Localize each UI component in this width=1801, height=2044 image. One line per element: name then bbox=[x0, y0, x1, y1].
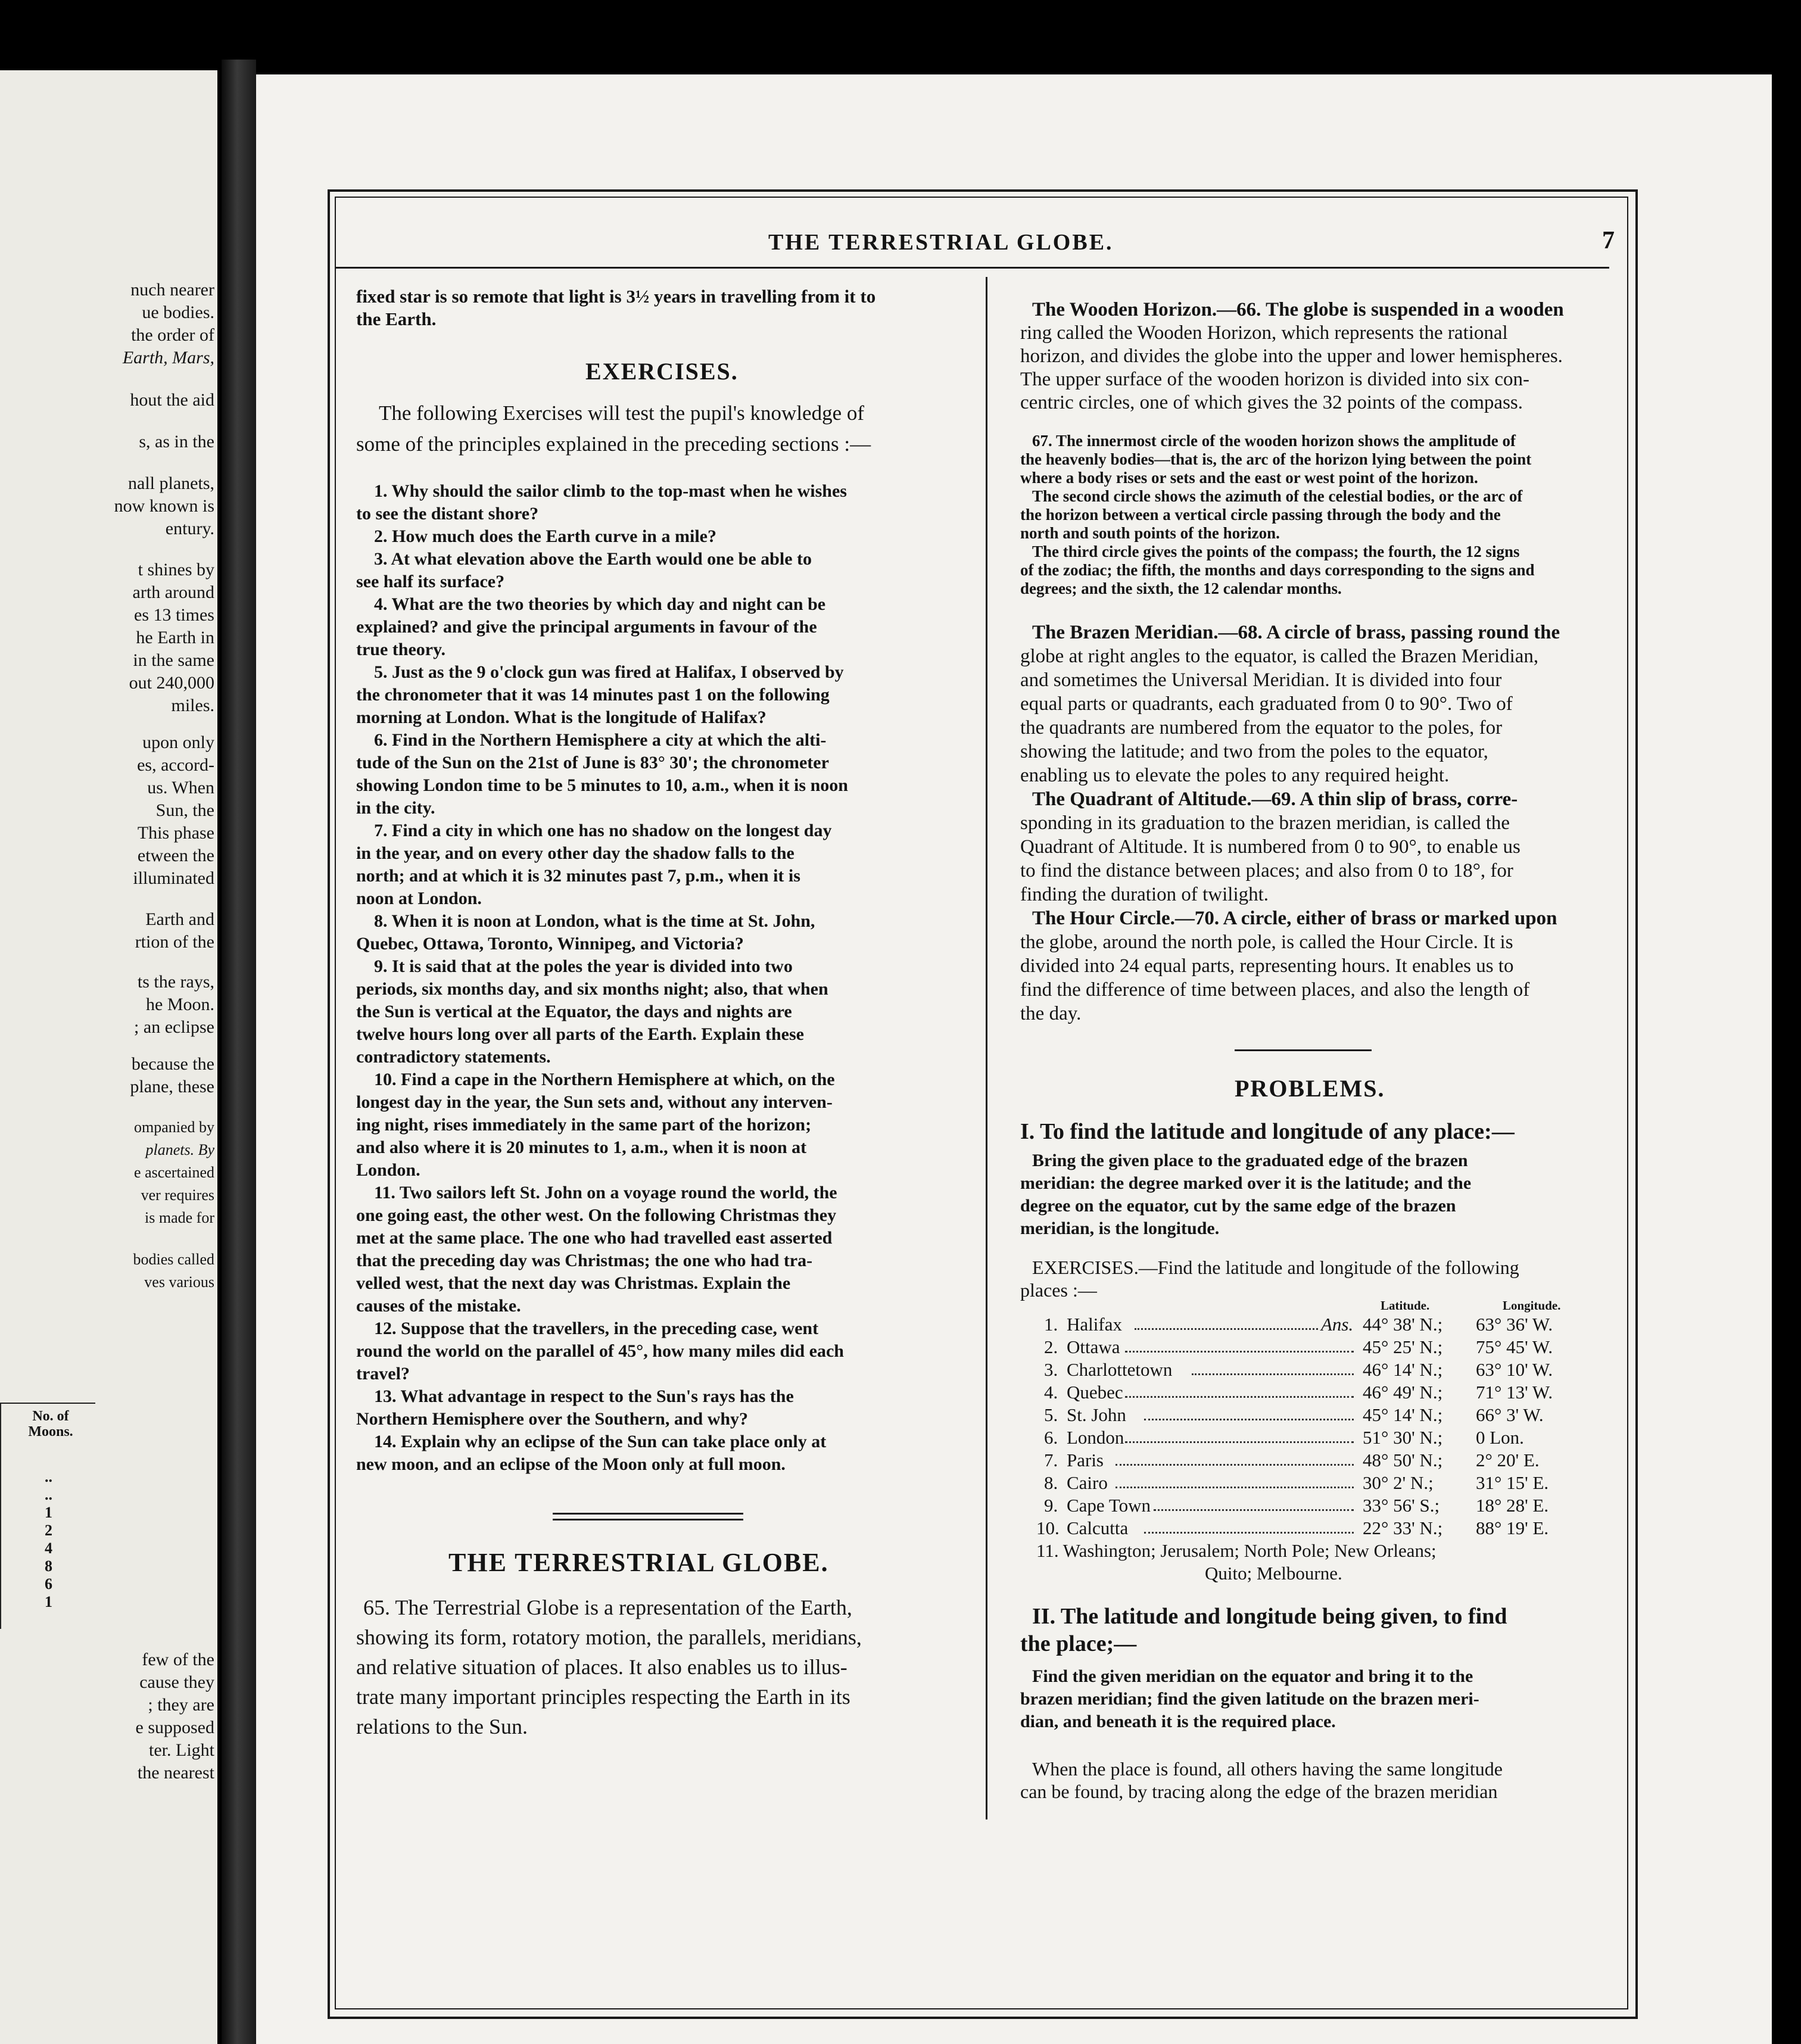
facing-page-line: the order of bbox=[131, 325, 214, 345]
meridian-paragraph-line: showing the latitude; and two from the poles to the equator, bbox=[1020, 741, 1488, 762]
longitude-value: 88° 19' E. bbox=[1476, 1518, 1549, 1538]
latitude-value: 45° 14' N.; bbox=[1363, 1404, 1443, 1425]
place-name: London bbox=[1067, 1427, 1124, 1448]
moons-table-header: No. of Moons. bbox=[28, 1409, 73, 1439]
exercise-line: longest day in the year, the Sun sets and, without any interven- bbox=[356, 1092, 833, 1112]
answer-label: Ans. bbox=[1321, 1314, 1354, 1335]
facing-page-line: hout the aid bbox=[130, 390, 214, 410]
exercise-line: 10. Find a cape in the Northern Hemisphere at which, on the bbox=[374, 1070, 835, 1089]
facing-page-line: upon only bbox=[142, 733, 214, 752]
section-rule bbox=[1235, 1049, 1372, 1051]
exercise-line: true theory. bbox=[356, 640, 445, 659]
longitude-value: 2° 20' E. bbox=[1476, 1450, 1540, 1470]
latitude-value: 33° 56' S.; bbox=[1363, 1495, 1440, 1516]
moons-table-cell: 2 bbox=[45, 1522, 52, 1539]
facing-page-line: ; an eclipse bbox=[134, 1017, 214, 1037]
exercise-line: ing night, rises immediately in the same part of the horizon; bbox=[356, 1115, 812, 1135]
exercise-line: morning at London. What is the longitude of Halifax? bbox=[356, 708, 766, 727]
facing-page-line: Earth and bbox=[145, 909, 214, 929]
leader-dots bbox=[1192, 1373, 1354, 1375]
book-spine bbox=[222, 60, 256, 2044]
place-number: 2. bbox=[1044, 1336, 1058, 1357]
facing-page-line: illuminated bbox=[133, 868, 214, 888]
moons-table-cell: .. bbox=[45, 1468, 52, 1485]
meridian-paragraph-line: The Hour Circle.—70. A circle, either of brass or marked upon bbox=[1032, 908, 1557, 929]
column-divider bbox=[986, 277, 987, 1819]
table-row bbox=[1020, 1404, 1616, 1427]
facing-page-line: etween the bbox=[137, 846, 214, 865]
place-number: 4. bbox=[1044, 1382, 1058, 1403]
problem-2-title: the place;— bbox=[1020, 1631, 1137, 1656]
facing-page-line: ts the rays, bbox=[137, 972, 214, 992]
longitude-value: 0 Lon. bbox=[1476, 1427, 1524, 1448]
facing-page-line: the nearest bbox=[137, 1763, 214, 1783]
exercise-line: round the world on the parallel of 45°, how many miles did each bbox=[356, 1341, 844, 1361]
globe-paragraph-line: and relative situation of places. It also enables us to illus- bbox=[356, 1655, 847, 1679]
longitude-value: 75° 45' W. bbox=[1476, 1336, 1553, 1357]
page-number: 7 bbox=[1602, 227, 1615, 254]
problem-1-title: I. To find the latitude and longitude of any place:— bbox=[1020, 1119, 1515, 1144]
exercise-line: 11. Two sailors left St. John on a voyage round the world, the bbox=[374, 1183, 837, 1202]
meridian-paragraph-line: the day. bbox=[1020, 1003, 1082, 1024]
exercise-line: 5. Just as the 9 o'clock gun was fired at Halifax, I observed by bbox=[374, 662, 844, 682]
facing-page-line: This phase bbox=[137, 823, 214, 843]
exercise-line: showing London time to be 5 minutes to 10, a.m., when it is noon bbox=[356, 775, 848, 795]
facing-page-line: plane, these bbox=[130, 1077, 214, 1096]
problem-2-rule-line: dian, and beneath it is the required place. bbox=[1020, 1712, 1336, 1731]
exercise-line: 3. At what elevation above the Earth would one be able to bbox=[374, 549, 812, 569]
meridian-paragraph-line: the quadrants are numbered from the equator to the poles, for bbox=[1020, 717, 1503, 739]
table-row bbox=[1020, 1450, 1616, 1472]
facing-page-line: e supposed bbox=[135, 1718, 214, 1737]
exercise-line: causes of the mistake. bbox=[356, 1296, 521, 1316]
problem-1-exercises-line: EXERCISES.—Find the latitude and longitude of the following bbox=[1032, 1257, 1519, 1278]
exercise-line: 12. Suppose that the travellers, in the preceding case, went bbox=[374, 1319, 819, 1338]
wooden-horizon-line: The upper surface of the wooden horizon is divided into six con- bbox=[1020, 369, 1530, 390]
horizon-circles-note: the horizon between a vertical circle passing through the body and the bbox=[1020, 506, 1501, 524]
facing-page-line: e ascertained bbox=[134, 1164, 214, 1181]
moons-table-cell: 1 bbox=[45, 1504, 52, 1521]
facing-page-line: ter. Light bbox=[149, 1740, 214, 1760]
exercises-intro-line: some of the principles explained in the preceding sections :— bbox=[356, 432, 871, 456]
facing-page-line: bodies called bbox=[133, 1251, 214, 1268]
exercise-line: 9. It is said that at the poles the year is divided into two bbox=[374, 956, 793, 976]
problem-2-title: II. The latitude and longitude being given, to find bbox=[1032, 1604, 1507, 1629]
exercise-line: noon at London. bbox=[356, 889, 482, 908]
globe-heading: THE TERRESTRIAL GLOBE. bbox=[448, 1548, 829, 1577]
facing-page-line: planets. By bbox=[145, 1141, 214, 1158]
intro-line: the Earth. bbox=[356, 309, 437, 329]
exercise-line: in the city. bbox=[356, 798, 435, 818]
globe-paragraph-line: trate many important principles respecting the Earth in its bbox=[356, 1685, 850, 1709]
horizon-circles-note: 67. The innermost circle of the wooden horizon shows the amplitude of bbox=[1032, 432, 1516, 450]
place-number: 1. bbox=[1044, 1314, 1058, 1335]
latitude-value: 44° 38' N.; bbox=[1363, 1314, 1443, 1335]
exercise-line: tude of the Sun on the 21st of June is 83° 30'; the chronometer bbox=[356, 753, 829, 772]
facing-page-line: es 13 times bbox=[134, 605, 214, 625]
place-name: Halifax bbox=[1067, 1314, 1122, 1335]
globe-paragraph-line: relations to the Sun. bbox=[356, 1715, 528, 1738]
leader-dots bbox=[1144, 1419, 1354, 1420]
closing-paragraph-line: When the place is found, all others having the same longitude bbox=[1032, 1758, 1503, 1780]
exercise-line: travel? bbox=[356, 1364, 410, 1384]
place-name: Ottawa bbox=[1067, 1336, 1120, 1357]
exercise-line: Northern Hemisphere over the Southern, and why? bbox=[356, 1409, 749, 1429]
leader-dots bbox=[1116, 1464, 1354, 1466]
moons-table-cell: 6 bbox=[45, 1575, 52, 1593]
meridian-paragraph-line: to find the distance between places; and also from 0 to 18°, for bbox=[1020, 860, 1513, 881]
problem-2-rule-line: brazen meridian; find the given latitude on the brazen meri- bbox=[1020, 1689, 1479, 1709]
table-row bbox=[1020, 1518, 1616, 1540]
table-row bbox=[1020, 1382, 1616, 1404]
horizon-circles-note: degrees; and the sixth, the 12 calendar months. bbox=[1020, 579, 1342, 597]
horizon-circles-note: The second circle shows the azimuth of the celestial bodies, or the arc of bbox=[1032, 487, 1523, 505]
latitude-value: 46° 14' N.; bbox=[1363, 1359, 1443, 1380]
facing-page-line: arth around bbox=[132, 582, 214, 602]
meridian-paragraph-line: The Quadrant of Altitude.—69. A thin slip of brass, corre- bbox=[1032, 789, 1518, 810]
facing-page-line: he Moon. bbox=[146, 995, 214, 1014]
exercise-line: London. bbox=[356, 1160, 420, 1180]
exercise-line: that the preceding day was Christmas; the one who had tra- bbox=[356, 1251, 813, 1270]
problem-1-rule-line: degree on the equator, cut by the same edge of the brazen bbox=[1020, 1196, 1456, 1216]
facing-page-line: nuch nearer bbox=[130, 280, 214, 300]
place-number: 7. bbox=[1044, 1450, 1058, 1470]
exercise-line: 14. Explain why an eclipse of the Sun can take place only at bbox=[374, 1432, 827, 1451]
place-number: 6. bbox=[1044, 1427, 1058, 1448]
exercise-line: and also where it is 20 minutes to 1, a.m., when it is noon at bbox=[356, 1138, 807, 1157]
moons-table-rule bbox=[0, 1403, 95, 1404]
exercise-line: 8. When it is noon at London, what is the time at St. John, bbox=[374, 911, 815, 931]
facing-page-line: miles. bbox=[171, 696, 214, 715]
facing-page-line: ; they are bbox=[148, 1695, 214, 1715]
exercise-line: 1. Why should the sailor climb to the top-mast when he wishes bbox=[374, 481, 847, 501]
moons-table-cell: .. bbox=[45, 1486, 52, 1503]
horizon-circles-note: of the zodiac; the fifth, the months and days corresponding to the signs and bbox=[1020, 561, 1535, 579]
wooden-horizon-line: ring called the Wooden Horizon, which represents the rational bbox=[1020, 322, 1508, 344]
facing-page-line: es, accord- bbox=[137, 755, 214, 775]
place-number: 8. bbox=[1044, 1472, 1058, 1493]
latitude-value: 46° 49' N.; bbox=[1363, 1382, 1443, 1403]
place-name: Calcutta bbox=[1067, 1518, 1129, 1538]
latitude-value: 22° 33' N.; bbox=[1363, 1518, 1443, 1538]
facing-page-line: in the same bbox=[133, 650, 214, 670]
horizon-circles-note: The third circle gives the points of the compass; the fourth, the 12 signs bbox=[1032, 543, 1520, 560]
place-name: Cape Town bbox=[1067, 1495, 1151, 1516]
exercise-line: the chronometer that it was 14 minutes past 1 on the following bbox=[356, 685, 830, 705]
section-rule bbox=[553, 1513, 743, 1515]
exercise-line: the Sun is vertical at the Equator, the days and nights are bbox=[356, 1002, 792, 1021]
exercise-line: 13. What advantage in respect to the Sun's rays has the bbox=[374, 1386, 794, 1406]
table-row bbox=[1020, 1495, 1616, 1518]
exercise-line: in the year, and on every other day the shadow falls to the bbox=[356, 843, 794, 863]
exercise-line: explained? and give the principal arguments in favour of the bbox=[356, 617, 817, 637]
problems-heading: PROBLEMS. bbox=[1235, 1075, 1385, 1102]
meridian-paragraph-line: finding the duration of twilight. bbox=[1020, 884, 1269, 905]
exercise-line: twelve hours long over all parts of the Earth. Explain these bbox=[356, 1024, 804, 1044]
facing-page-line: entury. bbox=[165, 519, 214, 538]
facing-page-line: cause they bbox=[139, 1672, 214, 1692]
problem-1-exercises-line: places :— bbox=[1020, 1279, 1097, 1301]
latitude-value: 30° 2' N.; bbox=[1363, 1472, 1434, 1493]
exercise-line: one going east, the other west. On the following Christmas they bbox=[356, 1205, 837, 1225]
leader-dots bbox=[1125, 1396, 1354, 1398]
exercise-line: to see the distant shore? bbox=[356, 504, 539, 524]
exercise-line: see half its surface? bbox=[356, 572, 505, 591]
meridian-paragraph-line: and sometimes the Universal Meridian. It is divided into four bbox=[1020, 669, 1502, 691]
running-header: THE TERRESTRIAL GLOBE. bbox=[768, 230, 1114, 255]
table-row bbox=[1020, 1472, 1616, 1495]
wooden-horizon-line: horizon, and divides the globe into the upper and lower hemispheres. bbox=[1020, 345, 1563, 367]
facing-page-line: because the bbox=[131, 1054, 214, 1074]
facing-page-line: out 240,000 bbox=[129, 673, 214, 693]
globe-paragraph-line: showing its form, rotatory motion, the parallels, meridians, bbox=[356, 1625, 862, 1649]
facing-page-line: now known is bbox=[114, 496, 214, 516]
latitude-value: 48° 50' N.; bbox=[1363, 1450, 1443, 1470]
exercises-heading: EXERCISES. bbox=[585, 358, 739, 385]
facing-page-line: us. When bbox=[147, 778, 214, 797]
leader-dots bbox=[1154, 1509, 1354, 1511]
facing-page-line: t shines by bbox=[138, 560, 214, 579]
horizon-circles-note: the heavenly bodies—that is, the arc of the horizon lying between the point bbox=[1020, 450, 1532, 468]
meridian-paragraph-line: equal parts or quadrants, each graduated from 0 to 90°. Two of bbox=[1020, 693, 1513, 715]
latitude-value: 45° 25' N.; bbox=[1363, 1336, 1443, 1357]
horizon-circles-note: north and south points of the horizon. bbox=[1020, 524, 1280, 542]
facing-page-line: ompanied by bbox=[133, 1118, 214, 1136]
header-rule bbox=[335, 267, 1609, 269]
problem-1-rule-line: meridian: the degree marked over it is the latitude; and the bbox=[1020, 1173, 1472, 1193]
longitude-value: 66° 3' W. bbox=[1476, 1404, 1544, 1425]
place-list-line: Quito; Melbourne. bbox=[1205, 1563, 1342, 1584]
facing-page-line: ver requires bbox=[141, 1186, 214, 1204]
meridian-paragraph-line: Quadrant of Altitude. It is numbered from 0 to 90°, to enable us bbox=[1020, 836, 1520, 858]
moons-table-cell: 1 bbox=[45, 1593, 52, 1610]
intro-line: fixed star is so remote that light is 3½ years in travelling from it to bbox=[356, 286, 876, 307]
place-name: St. John bbox=[1067, 1404, 1126, 1425]
exercise-line: north; and at which it is 32 minutes past 7, p.m., when it is bbox=[356, 866, 800, 886]
facing-page-line: he Earth in bbox=[136, 628, 214, 647]
exercise-line: 6. Find in the Northern Hemisphere a city at which the alti- bbox=[374, 730, 827, 750]
longitude-value: 63° 36' W. bbox=[1476, 1314, 1553, 1335]
exercise-line: velled west, that the next day was Christmas. Explain the bbox=[356, 1273, 791, 1293]
exercise-line: 4. What are the two theories by which day and night can be bbox=[374, 594, 826, 614]
longitude-value: 18° 28' E. bbox=[1476, 1495, 1549, 1516]
meridian-paragraph-line: The Brazen Meridian.—68. A circle of brass, passing round the bbox=[1032, 622, 1560, 643]
longitude-value: 71° 13' W. bbox=[1476, 1382, 1553, 1403]
meridian-paragraph-line: the globe, around the north pole, is called the Hour Circle. It is bbox=[1020, 931, 1513, 953]
meridian-paragraph-line: sponding in its graduation to the brazen meridian, is called the bbox=[1020, 812, 1510, 834]
exercise-line: contradictory statements. bbox=[356, 1047, 551, 1067]
wooden-horizon-line: The Wooden Horizon.—66. The globe is suspended in a wooden bbox=[1032, 299, 1564, 320]
exercise-line: 2. How much does the Earth curve in a mile? bbox=[374, 526, 716, 546]
longitude-column-header: Longitude. bbox=[1503, 1298, 1561, 1313]
leader-dots bbox=[1125, 1351, 1354, 1353]
facing-page-line: is made for bbox=[145, 1209, 214, 1226]
facing-page-line: rtion of the bbox=[135, 932, 214, 952]
exercises-intro-line: The following Exercises will test the pupil's knowledge of bbox=[379, 401, 865, 425]
leader-dots bbox=[1135, 1328, 1318, 1330]
horizon-circles-note: where a body rises or sets and the east or west point of the horizon. bbox=[1020, 469, 1478, 487]
table-row bbox=[1020, 1359, 1616, 1382]
wooden-horizon-line: centric circles, one of which gives the 32 points of the compass. bbox=[1020, 392, 1523, 413]
exercise-line: met at the same place. The one who had travelled east asserted bbox=[356, 1228, 833, 1248]
place-number: 3. bbox=[1044, 1359, 1058, 1380]
leader-dots bbox=[1144, 1532, 1354, 1534]
latitude-column-header: Latitude. bbox=[1381, 1298, 1430, 1313]
meridian-paragraph-line: find the difference of time between places, and also the length of bbox=[1020, 979, 1530, 1001]
place-list-line: 11. Washington; Jerusalem; North Pole; New Orleans; bbox=[1036, 1540, 1437, 1561]
longitude-value: 31° 15' E. bbox=[1476, 1472, 1549, 1493]
exercise-line: periods, six months day, and six months night; also, that when bbox=[356, 979, 828, 999]
facing-page-line: Earth, Mars, bbox=[122, 348, 214, 367]
place-number: 9. bbox=[1044, 1495, 1058, 1516]
meridian-paragraph-line: enabling us to elevate the poles to any required height. bbox=[1020, 765, 1450, 786]
problem-1-rule-line: Bring the given place to the graduated edge of the brazen bbox=[1032, 1151, 1468, 1170]
problem-2-rule-line: Find the given meridian on the equator and bring it to the bbox=[1032, 1666, 1473, 1686]
closing-paragraph-line: can be found, by tracing along the edge of the brazen meridian bbox=[1020, 1781, 1498, 1802]
exercise-line: new moon, and an eclipse of the Moon only at full moon. bbox=[356, 1454, 786, 1474]
place-name: Cairo bbox=[1067, 1472, 1108, 1493]
globe-paragraph-line: 65. The Terrestrial Globe is a representation of the Earth, bbox=[363, 1596, 852, 1619]
meridian-paragraph-line: globe at right angles to the equator, is called the Brazen Meridian, bbox=[1020, 646, 1539, 667]
facing-page-line: Sun, the bbox=[155, 800, 214, 820]
exercise-line: 7. Find a city in which one has no shadow on the longest day bbox=[374, 821, 832, 840]
facing-page-line: ue bodies. bbox=[142, 303, 214, 322]
place-name: Charlottetown bbox=[1067, 1359, 1173, 1380]
table-row bbox=[1020, 1314, 1616, 1336]
moons-table-cell: 4 bbox=[45, 1540, 52, 1557]
section-rule bbox=[553, 1519, 743, 1520]
leader-dots bbox=[1116, 1487, 1354, 1488]
place-number: 5. bbox=[1044, 1404, 1058, 1425]
place-number: 10. bbox=[1036, 1518, 1060, 1538]
longitude-value: 63° 10' W. bbox=[1476, 1359, 1553, 1380]
place-name: Quebec bbox=[1067, 1382, 1123, 1403]
meridian-paragraph-line: divided into 24 equal parts, representing hours. It enables us to bbox=[1020, 955, 1514, 977]
leader-dots bbox=[1125, 1441, 1354, 1443]
problem-1-rule-line: meridian, is the longitude. bbox=[1020, 1219, 1220, 1238]
latitude-value: 51° 30' N.; bbox=[1363, 1427, 1443, 1448]
facing-page-line: ves various bbox=[144, 1273, 214, 1291]
moons-table-divider bbox=[0, 1403, 1, 1629]
table-row bbox=[1020, 1427, 1616, 1450]
table-row bbox=[1020, 1336, 1616, 1359]
facing-page-line: s, as in the bbox=[139, 432, 214, 451]
facing-page-line: few of the bbox=[142, 1650, 214, 1669]
moons-table-cell: 8 bbox=[45, 1557, 52, 1575]
exercise-line: Quebec, Ottawa, Toronto, Winnipeg, and Victoria? bbox=[356, 934, 744, 954]
place-name: Paris bbox=[1067, 1450, 1104, 1470]
facing-page-line: nall planets, bbox=[128, 473, 214, 493]
